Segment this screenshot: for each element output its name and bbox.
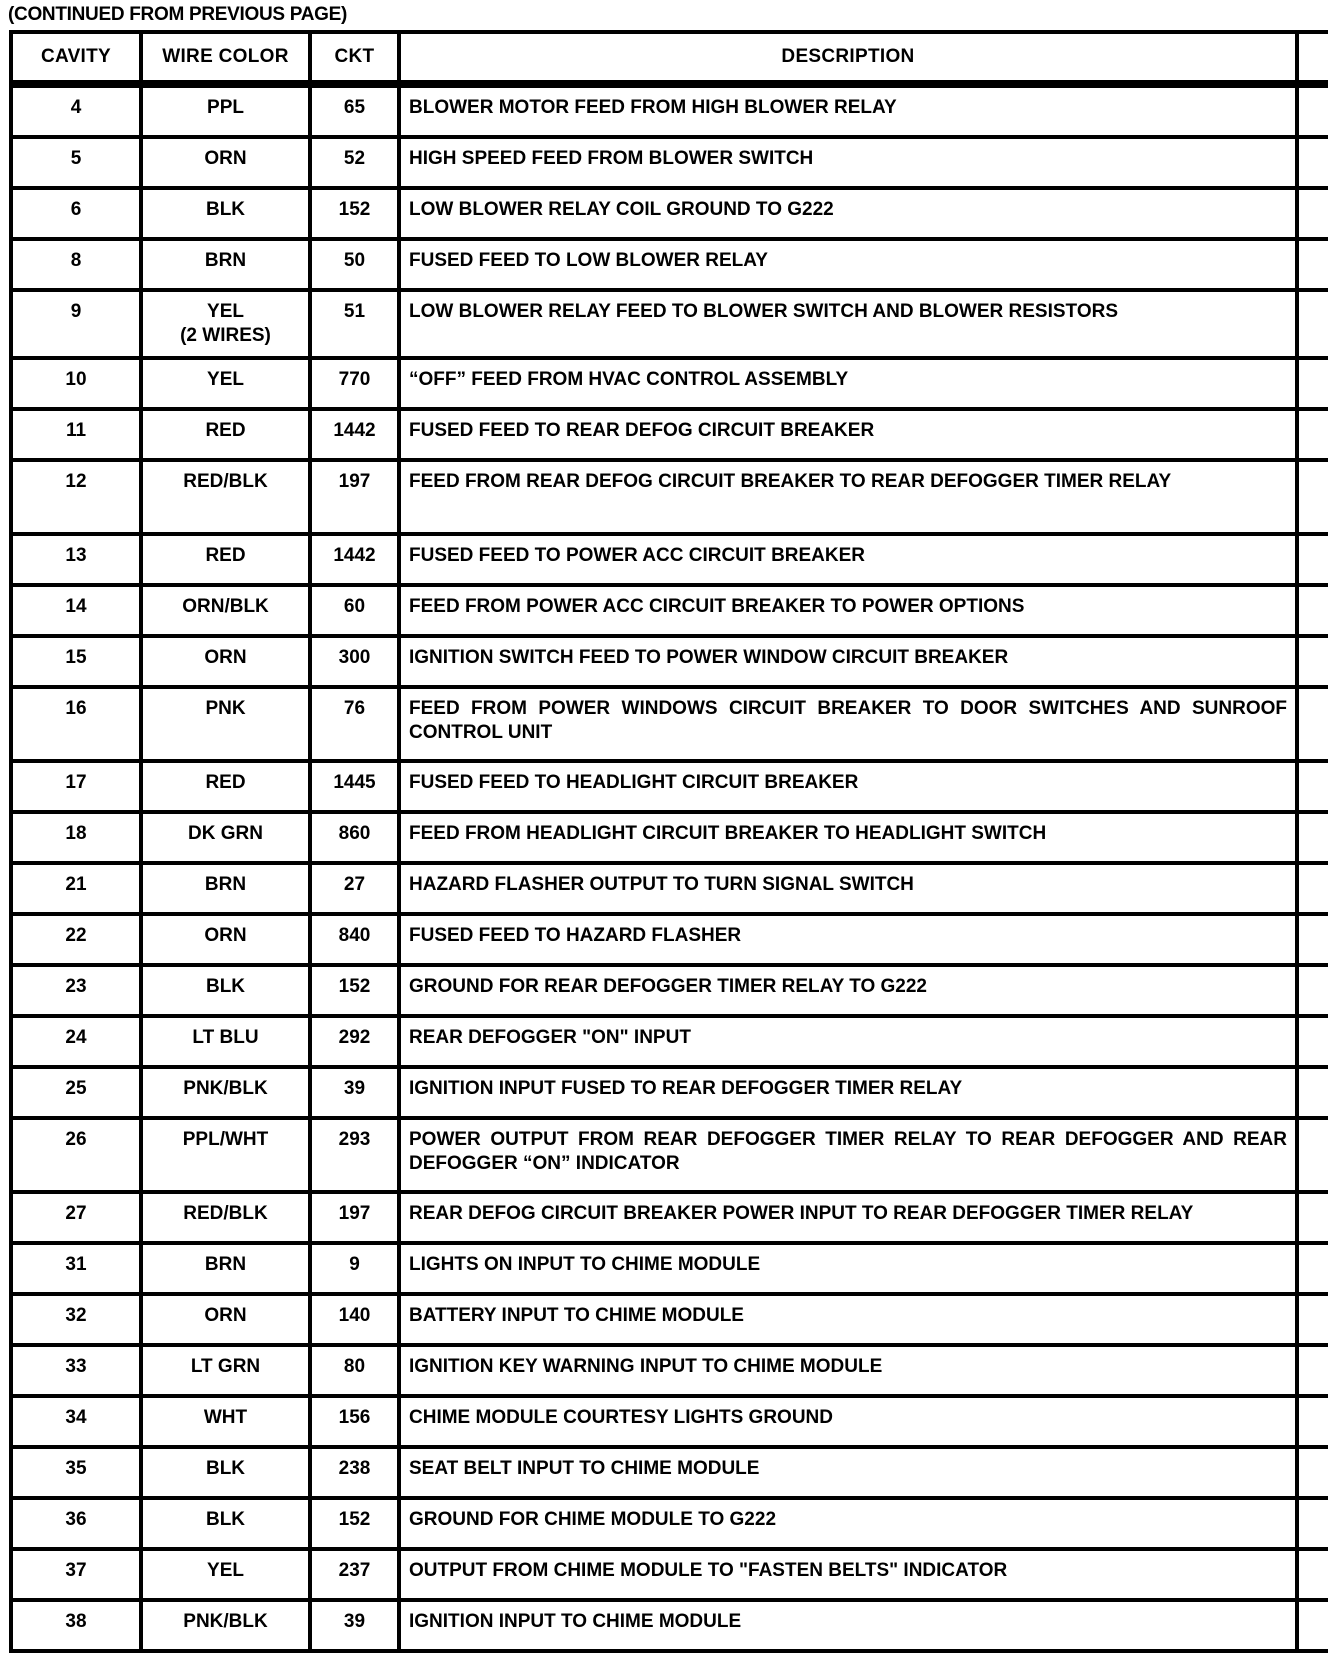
wire-color-value: PNK/BLK — [183, 1611, 268, 1632]
cell-wire-color — [141, 1549, 310, 1600]
cell-description: OUTPUT FROM CHIME MODULE TO "FASTEN BELTS" INDICATOR — [399, 1549, 1297, 1600]
cell-wire-color — [141, 636, 310, 687]
cell-ckt: 50 — [310, 239, 399, 290]
cell-cut-off-column — [1297, 534, 1328, 585]
cell-description: FUSED FEED TO REAR DEFOG CIRCUIT BREAKER — [399, 409, 1297, 460]
cell-ckt: 293 — [310, 1118, 399, 1192]
cell-cut-off-column — [1297, 1498, 1328, 1549]
cell-cut-off-column — [1297, 812, 1328, 863]
cell-cut-off-column — [1297, 1294, 1328, 1345]
cell-wire-color — [141, 812, 310, 863]
cell-cavity: 12 — [11, 460, 141, 534]
wire-color-value: ORN — [204, 925, 247, 946]
cell-ckt: 152 — [310, 188, 399, 239]
cell-description: BLOWER MOTOR FEED FROM HIGH BLOWER RELAY — [399, 84, 1297, 137]
wire-color-value: ORN/BLK — [182, 596, 269, 617]
table-row — [11, 863, 1328, 914]
cell-cut-off-column — [1297, 687, 1328, 761]
table-row — [11, 1498, 1328, 1549]
cell-cavity: 23 — [11, 965, 141, 1016]
cell-cut-off-column — [1297, 1118, 1328, 1192]
cell-wire-color — [141, 1243, 310, 1294]
cell-ckt: 840 — [310, 914, 399, 965]
wire-color-value: RED/BLK — [183, 1203, 268, 1224]
cell-wire-color — [141, 914, 310, 965]
cell-description: SEAT BELT INPUT TO CHIME MODULE — [399, 1447, 1297, 1498]
cell-wire-color — [141, 1498, 310, 1549]
table-row — [11, 636, 1328, 687]
cell-wire-color — [141, 687, 310, 761]
cell-wire-color — [141, 358, 310, 409]
cell-cavity: 27 — [11, 1192, 141, 1243]
table-row — [11, 1600, 1328, 1651]
table-body — [11, 84, 1328, 1651]
wire-color-value: YEL — [207, 1560, 244, 1581]
table-row — [11, 409, 1328, 460]
cell-description: REAR DEFOG CIRCUIT BREAKER POWER INPUT TO REAR DEFOGGER TIMER RELAY — [399, 1192, 1297, 1243]
cell-ckt: 197 — [310, 460, 399, 534]
cell-description: HAZARD FLASHER OUTPUT TO TURN SIGNAL SWITCH — [399, 863, 1297, 914]
cell-ckt: 152 — [310, 1498, 399, 1549]
cell-wire-color — [141, 84, 310, 137]
table-row — [11, 1016, 1328, 1067]
cell-ckt: 76 — [310, 687, 399, 761]
cell-description: IGNITION SWITCH FEED TO POWER WINDOW CIRCUIT BREAKER — [399, 636, 1297, 687]
cell-description: FUSED FEED TO POWER ACC CIRCUIT BREAKER — [399, 534, 1297, 585]
cell-cut-off-column — [1297, 1192, 1328, 1243]
table-row — [11, 914, 1328, 965]
cell-description: FEED FROM POWER WINDOWS CIRCUIT BREAKER TO DOOR SWITCHES AND SUNROOF CONTROL UNIT — [399, 687, 1297, 761]
cell-cut-off-column — [1297, 84, 1328, 137]
cell-cut-off-column — [1297, 914, 1328, 965]
cell-cavity: 24 — [11, 1016, 141, 1067]
cell-ckt: 1442 — [310, 409, 399, 460]
cell-cavity: 11 — [11, 409, 141, 460]
cell-ckt: 80 — [310, 1345, 399, 1396]
table-row — [11, 1396, 1328, 1447]
cell-cut-off-column — [1297, 1067, 1328, 1118]
cell-cut-off-column — [1297, 636, 1328, 687]
table-row — [11, 1118, 1328, 1192]
cell-cavity: 16 — [11, 687, 141, 761]
wire-color-value: BLK — [205, 976, 246, 997]
cell-ckt: 152 — [310, 965, 399, 1016]
cell-description: IGNITION INPUT TO CHIME MODULE — [399, 1600, 1297, 1651]
cell-cut-off-column — [1297, 1447, 1328, 1498]
table-row — [11, 1067, 1328, 1118]
cell-wire-color — [141, 290, 310, 358]
cell-cavity: 13 — [11, 534, 141, 585]
cell-ckt: 770 — [310, 358, 399, 409]
wire-color-value: BRN — [204, 250, 247, 271]
table-row — [11, 460, 1328, 534]
table-row — [11, 585, 1328, 636]
cell-wire-color — [141, 1118, 310, 1192]
cell-ckt: 197 — [310, 1192, 399, 1243]
cell-ckt: 237 — [310, 1549, 399, 1600]
table-row — [11, 84, 1328, 137]
table-row — [11, 358, 1328, 409]
cell-cut-off-column — [1297, 239, 1328, 290]
cell-cut-off-column — [1297, 409, 1328, 460]
cell-cut-off-column — [1297, 460, 1328, 534]
wire-color-value: PPL — [207, 97, 244, 118]
cell-cavity: 32 — [11, 1294, 141, 1345]
cell-cavity: 34 — [11, 1396, 141, 1447]
cell-cut-off-column — [1297, 188, 1328, 239]
cell-wire-color — [141, 460, 310, 534]
table-row — [11, 761, 1328, 812]
cell-description: POWER OUTPUT FROM REAR DEFOGGER TIMER RELAY TO REAR DEFOGGER AND REAR DEFOGGER “ON” INDICATOR — [399, 1118, 1297, 1192]
cell-cut-off-column — [1297, 761, 1328, 812]
wire-color-value: BRN — [204, 874, 247, 895]
wire-color-value: RED — [205, 772, 246, 793]
cell-description: LOW BLOWER RELAY FEED TO BLOWER SWITCH AND BLOWER RESISTORS — [399, 290, 1297, 358]
cell-description: GROUND FOR REAR DEFOGGER TIMER RELAY TO G222 — [399, 965, 1297, 1016]
cell-cut-off-column — [1297, 863, 1328, 914]
cell-ckt: 65 — [310, 84, 399, 137]
cell-ckt: 1442 — [310, 534, 399, 585]
cell-description: FEED FROM HEADLIGHT CIRCUIT BREAKER TO HEADLIGHT SWITCH — [399, 812, 1297, 863]
table-row — [11, 965, 1328, 1016]
cell-wire-color — [141, 1600, 310, 1651]
table-row — [11, 1447, 1328, 1498]
wire-color-value: ORN — [204, 1305, 247, 1326]
cell-ckt: 156 — [310, 1396, 399, 1447]
cell-wire-color — [141, 1067, 310, 1118]
table-row — [11, 812, 1328, 863]
cell-cavity: 8 — [11, 239, 141, 290]
cell-description: CHIME MODULE COURTESY LIGHTS GROUND — [399, 1396, 1297, 1447]
cell-description: BATTERY INPUT TO CHIME MODULE — [399, 1294, 1297, 1345]
cell-wire-color — [141, 1345, 310, 1396]
table-row — [11, 1294, 1328, 1345]
cell-cut-off-column — [1297, 585, 1328, 636]
header-ckt: CKT — [310, 32, 399, 84]
wire-color-value: BRN — [204, 1254, 247, 1275]
cell-wire-color — [141, 1016, 310, 1067]
cell-description: HIGH SPEED FEED FROM BLOWER SWITCH — [399, 137, 1297, 188]
wire-color-value: WHT — [203, 1407, 248, 1428]
table-row — [11, 188, 1328, 239]
cell-cavity: 14 — [11, 585, 141, 636]
cell-ckt: 292 — [310, 1016, 399, 1067]
cell-wire-color — [141, 1447, 310, 1498]
cell-description: FEED FROM POWER ACC CIRCUIT BREAKER TO POWER OPTIONS — [399, 585, 1297, 636]
cell-description: FUSED FEED TO HAZARD FLASHER — [399, 914, 1297, 965]
wiring-table — [9, 30, 1328, 1653]
cell-wire-color — [141, 1396, 310, 1447]
cell-description: IGNITION KEY WARNING INPUT TO CHIME MODULE — [399, 1345, 1297, 1396]
wire-color-value: ORN — [204, 148, 247, 169]
cell-description: LIGHTS ON INPUT TO CHIME MODULE — [399, 1243, 1297, 1294]
cell-cut-off-column — [1297, 1396, 1328, 1447]
cell-wire-color — [141, 761, 310, 812]
wire-color-value: BLK — [205, 1509, 246, 1530]
wire-color-value: RED — [205, 420, 246, 441]
cell-cavity: 31 — [11, 1243, 141, 1294]
cell-description: FUSED FEED TO LOW BLOWER RELAY — [399, 239, 1297, 290]
table-row — [11, 137, 1328, 188]
cell-wire-color — [141, 863, 310, 914]
cell-cut-off-column — [1297, 965, 1328, 1016]
cell-ckt: 300 — [310, 636, 399, 687]
table-row — [11, 290, 1328, 358]
cell-wire-color — [141, 965, 310, 1016]
wire-count-note: (2 WIRES) — [180, 325, 271, 346]
table-row — [11, 1243, 1328, 1294]
cell-wire-color — [141, 534, 310, 585]
cell-cavity: 25 — [11, 1067, 141, 1118]
cell-cut-off-column — [1297, 1600, 1328, 1651]
cell-cut-off-column — [1297, 1345, 1328, 1396]
wire-color-value: BLK — [205, 1458, 246, 1479]
wire-color-value: RED/BLK — [183, 471, 268, 492]
cell-description: REAR DEFOGGER "ON" INPUT — [399, 1016, 1297, 1067]
cell-wire-color — [141, 1294, 310, 1345]
cell-ckt: 9 — [310, 1243, 399, 1294]
cell-ckt: 39 — [310, 1600, 399, 1651]
cell-wire-color — [141, 137, 310, 188]
header-cut-off-column — [1297, 32, 1328, 84]
wire-color-value: BLK — [205, 199, 246, 220]
cell-wire-color — [141, 188, 310, 239]
cell-ckt: 60 — [310, 585, 399, 636]
cell-description: FEED FROM REAR DEFOG CIRCUIT BREAKER TO REAR DEFOGGER TIMER RELAY — [399, 460, 1297, 534]
cell-cavity: 15 — [11, 636, 141, 687]
wire-color-value: ORN — [204, 647, 247, 668]
cell-cavity: 22 — [11, 914, 141, 965]
table-row — [11, 1549, 1328, 1600]
table-row — [11, 534, 1328, 585]
table-header-row — [11, 32, 1328, 84]
cell-cavity: 9 — [11, 290, 141, 358]
table-row — [11, 1345, 1328, 1396]
cell-ckt: 140 — [310, 1294, 399, 1345]
cell-ckt: 51 — [310, 290, 399, 358]
header-description: DESCRIPTION — [399, 32, 1297, 84]
cell-cavity: 5 — [11, 137, 141, 188]
wire-color-value: DK GRN — [188, 823, 263, 844]
cell-description: FUSED FEED TO HEADLIGHT CIRCUIT BREAKER — [399, 761, 1297, 812]
cell-ckt: 27 — [310, 863, 399, 914]
cell-description: LOW BLOWER RELAY COIL GROUND TO G222 — [399, 188, 1297, 239]
cell-cavity: 36 — [11, 1498, 141, 1549]
cell-cut-off-column — [1297, 1016, 1328, 1067]
cell-ckt: 1445 — [310, 761, 399, 812]
wire-color-value: YEL — [207, 301, 244, 322]
wire-color-value: RED — [205, 545, 246, 566]
cell-cavity: 18 — [11, 812, 141, 863]
cell-ckt: 860 — [310, 812, 399, 863]
wire-color-value: YEL — [207, 369, 244, 390]
wire-color-value: PNK/BLK — [183, 1078, 268, 1099]
cell-cut-off-column — [1297, 1243, 1328, 1294]
cell-cut-off-column — [1297, 137, 1328, 188]
wire-color-value: LT GRN — [190, 1356, 261, 1377]
cell-cavity: 4 — [11, 84, 141, 137]
cell-cavity: 35 — [11, 1447, 141, 1498]
cell-description: GROUND FOR CHIME MODULE TO G222 — [399, 1498, 1297, 1549]
cell-cavity: 37 — [11, 1549, 141, 1600]
cell-cavity: 6 — [11, 188, 141, 239]
table-row — [11, 687, 1328, 761]
cell-cavity: 38 — [11, 1600, 141, 1651]
cell-ckt: 52 — [310, 137, 399, 188]
cell-wire-color — [141, 409, 310, 460]
cell-description: IGNITION INPUT FUSED TO REAR DEFOGGER TIMER RELAY — [399, 1067, 1297, 1118]
cell-cut-off-column — [1297, 290, 1328, 358]
cell-cavity: 17 — [11, 761, 141, 812]
wire-color-value: PNK — [205, 698, 246, 719]
cell-ckt: 238 — [310, 1447, 399, 1498]
cell-wire-color — [141, 585, 310, 636]
cell-cavity: 10 — [11, 358, 141, 409]
cell-cavity: 26 — [11, 1118, 141, 1192]
header-wire-color: WIRE COLOR — [141, 32, 310, 84]
cell-description: “OFF” FEED FROM HVAC CONTROL ASSEMBLY — [399, 358, 1297, 409]
cell-cavity: 21 — [11, 863, 141, 914]
cell-ckt: 39 — [310, 1067, 399, 1118]
wire-color-value: PPL/WHT — [182, 1129, 269, 1150]
table-row — [11, 1192, 1328, 1243]
cell-cavity: 33 — [11, 1345, 141, 1396]
cell-cut-off-column — [1297, 1549, 1328, 1600]
header-cavity: CAVITY — [11, 32, 141, 84]
cell-cut-off-column — [1297, 358, 1328, 409]
cell-wire-color — [141, 1192, 310, 1243]
cell-wire-color — [141, 239, 310, 290]
wire-color-value: LT BLU — [192, 1027, 259, 1048]
continued-note: (CONTINUED FROM PREVIOUS PAGE) — [8, 4, 347, 25]
table-row — [11, 239, 1328, 290]
